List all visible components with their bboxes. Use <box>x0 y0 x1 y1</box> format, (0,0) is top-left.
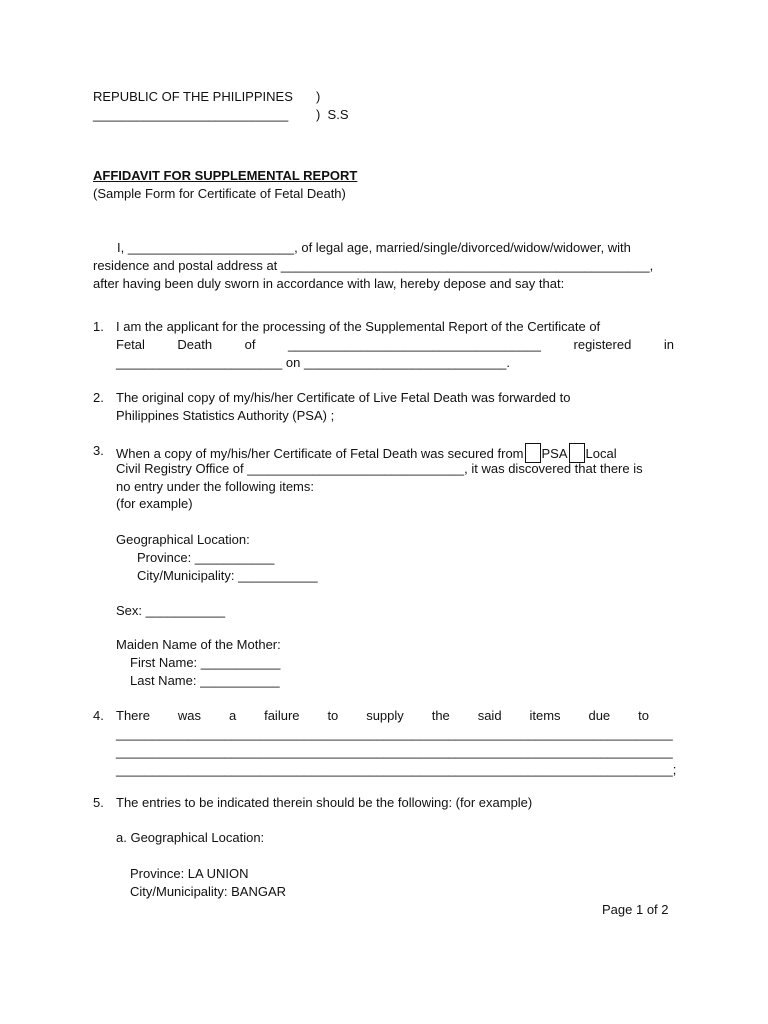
item-4-word: said <box>477 708 502 723</box>
item-4-word: There <box>116 708 150 723</box>
item-4-word: a <box>228 708 237 723</box>
last-name-field: Last Name: ___________ <box>130 673 280 688</box>
item-1-word: in <box>663 337 674 352</box>
intro-line-3: after having been duly sworn in accordance with law, hereby depose and say that: <box>93 276 565 291</box>
item-2-number: 2. <box>93 390 104 405</box>
first-name-field: First Name: ___________ <box>130 655 281 670</box>
maiden-name-heading: Maiden Name of the Mother: <box>116 637 281 652</box>
item-5-city: City/Municipality: BANGAR <box>130 884 287 899</box>
city-field: City/Municipality: ___________ <box>137 568 318 583</box>
item-4-word: failure <box>264 708 300 723</box>
header-blank-line: ___________________________ <box>93 107 289 122</box>
document-title: AFFIDAVIT FOR SUPPLEMENTAL REPORT <box>93 168 358 183</box>
item-4-word: due <box>588 708 611 723</box>
item-4-word: to <box>327 708 339 723</box>
item-1-word: of <box>244 337 256 352</box>
item-2-line-2: Philippines Statistics Authority (PSA) ; <box>116 408 335 423</box>
ss-label: ) S.S <box>316 107 349 122</box>
geo-location-heading: Geographical Location: <box>116 532 250 547</box>
province-field: Province: ___________ <box>137 550 275 565</box>
page-number: Page 1 of 2 <box>602 902 669 917</box>
item-3-line-3: no entry under the following items: <box>116 479 314 494</box>
item-3-line-2: Civil Registry Office of ______________________________, it was discovered that there is <box>116 461 643 476</box>
local-label: Local <box>585 446 617 461</box>
item-3-line-1-text: When a copy of my/his/her Certificate of Fetal Death was secured from <box>116 446 524 461</box>
item-4-line-1 <box>116 708 649 724</box>
psa-checkbox[interactable] <box>525 443 541 463</box>
item-5-sub-a: a. Geographical Location: <box>116 830 265 845</box>
republic-label: REPUBLIC OF THE PHILIPPINES <box>93 89 293 104</box>
item-2-line-1: The original copy of my/his/her Certificate of Live Fetal Death was forwarded to <box>116 390 571 405</box>
item-1-word: registered <box>573 337 632 352</box>
psa-label: PSA <box>541 446 568 461</box>
item-3-line-4: (for example) <box>116 496 193 511</box>
item-5-number: 5. <box>93 795 104 810</box>
intro-line-2: residence and postal address at ___________________________________________________, <box>93 258 654 273</box>
intro-line-1: I, _______________________, of legal age, married/single/divorced/widow/widower, with <box>117 240 631 255</box>
item-4-word: to <box>638 708 649 723</box>
item-3-number: 3. <box>93 443 104 458</box>
local-checkbox[interactable] <box>569 443 585 463</box>
item-4-line-2: _____________________________________________________________________________ <box>116 726 673 741</box>
item-1-word: Death <box>177 337 213 352</box>
sex-field: Sex: ___________ <box>116 603 226 618</box>
item-1-line-1: I am the applicant for the processing of the Supplemental Report of the Certificate of <box>116 319 601 334</box>
item-4-word: items <box>529 708 561 723</box>
item-1-word: ___________________________________ <box>287 337 542 352</box>
item-4-number: 4. <box>93 708 104 723</box>
item-1-line-2 <box>116 337 674 353</box>
item-4-word: was <box>177 708 202 723</box>
item-4-word: the <box>431 708 450 723</box>
item-1-word: Fetal <box>116 337 145 352</box>
item-4-word: supply <box>366 708 404 723</box>
item-1-line-3: _______________________ on ____________________________. <box>116 355 511 370</box>
item-5-line-1: The entries to be indicated therein should be the following: (for example) <box>116 795 533 810</box>
item-4-line-4: _____________________________________________________________________________; <box>116 762 677 777</box>
document-subtitle: (Sample Form for Certificate of Fetal Death) <box>93 186 346 201</box>
item-4-line-3: _____________________________________________________________________________ <box>116 744 673 759</box>
header-paren: ) <box>316 89 321 104</box>
item-1-number: 1. <box>93 319 104 334</box>
item-5-province: Province: LA UNION <box>130 866 249 881</box>
item-3-line-1 <box>116 443 617 463</box>
